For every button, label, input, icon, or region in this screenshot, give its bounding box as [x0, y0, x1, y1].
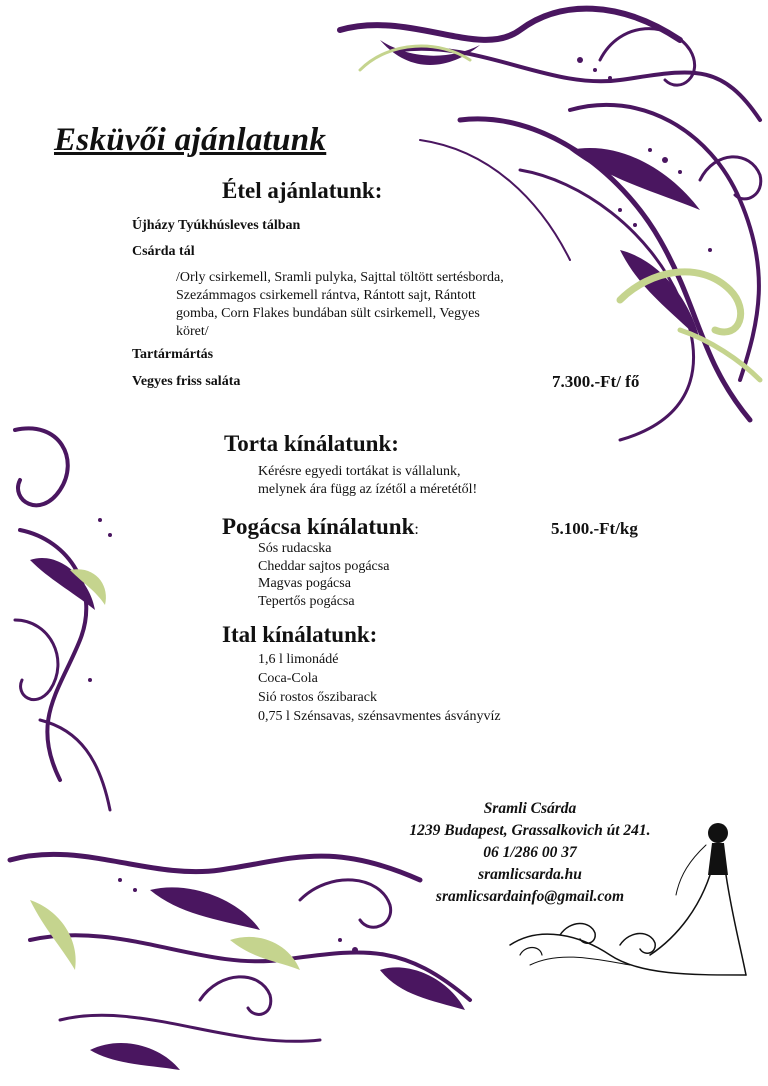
food-platter-description	[176, 269, 504, 341]
food-item-soup: Újházy Tyúkhúsleves tálban	[132, 218, 301, 233]
pogacsa-heading-text: Pogácsa kínálatunk	[222, 514, 415, 539]
food-item-salad: Vegyes friss saláta	[132, 374, 241, 389]
description-line: köret/	[176, 324, 209, 339]
cake-line: Kérésre egyedi tortákat is vállalunk,	[258, 464, 461, 479]
page-title: Esküvői ajánlatunk	[54, 122, 327, 158]
contact-phone: 06 1/286 00 37	[483, 844, 577, 861]
list-item: 1,6 l limonádé	[258, 652, 339, 667]
description-line: gomba, Corn Flakes bundában sült csirkemell, Vegyes	[176, 306, 480, 321]
swirl-decoration-top-right	[320, 0, 768, 470]
food-item-platter: Csárda tál	[132, 244, 195, 259]
list-item: Sió rostos őszibarack	[258, 690, 377, 705]
list-item: Tepertős pogácsa	[258, 593, 355, 609]
drinks-list	[258, 650, 501, 726]
drinks-heading: Ital kínálatunk:	[222, 622, 378, 647]
contact-address: 1239 Budapest, Grassalkovich út 241.	[409, 822, 651, 839]
contact-website[interactable]: sramlicsarda.hu	[478, 866, 582, 883]
list-item: Sós rudacska	[258, 541, 332, 556]
list-item: Coca-Cola	[258, 671, 318, 686]
description-line: /Orly csirkemell, Sramli pulyka, Sajttal töltött sertésborda,	[176, 270, 504, 285]
pogacsa-price: 5.100.-Ft/kg	[551, 519, 638, 538]
food-item-sauce: Tartármártás	[132, 347, 214, 362]
food-heading: Étel ajánlatunk:	[222, 178, 383, 203]
pogacsa-list	[258, 540, 389, 610]
cake-description	[258, 463, 477, 499]
pogacsa-heading	[222, 514, 419, 540]
list-item: Magvas pogácsa	[258, 576, 351, 591]
contact-name: Sramli Csárda	[483, 800, 577, 817]
swirl-decoration-left	[0, 420, 140, 820]
list-item: 0,75 l Szénsavas, szénsavmentes ásványvíz	[258, 709, 501, 724]
contact-email[interactable]: sramlicsardainfo@gmail.com	[435, 888, 625, 905]
contact-block	[330, 798, 730, 908]
pogacsa-heading-colon: :	[414, 521, 419, 538]
list-item: Cheddar sajtos pogácsa	[258, 558, 390, 574]
cake-line: melynek ára függ az ízétől a méretétől!	[258, 482, 478, 497]
description-line: Szezámmagos csirkemell rántva, Rántott sajt, Rántott	[176, 288, 476, 303]
cake-heading: Torta kínálatunk:	[224, 431, 399, 456]
food-price: 7.300.-Ft/ fő	[552, 372, 640, 391]
